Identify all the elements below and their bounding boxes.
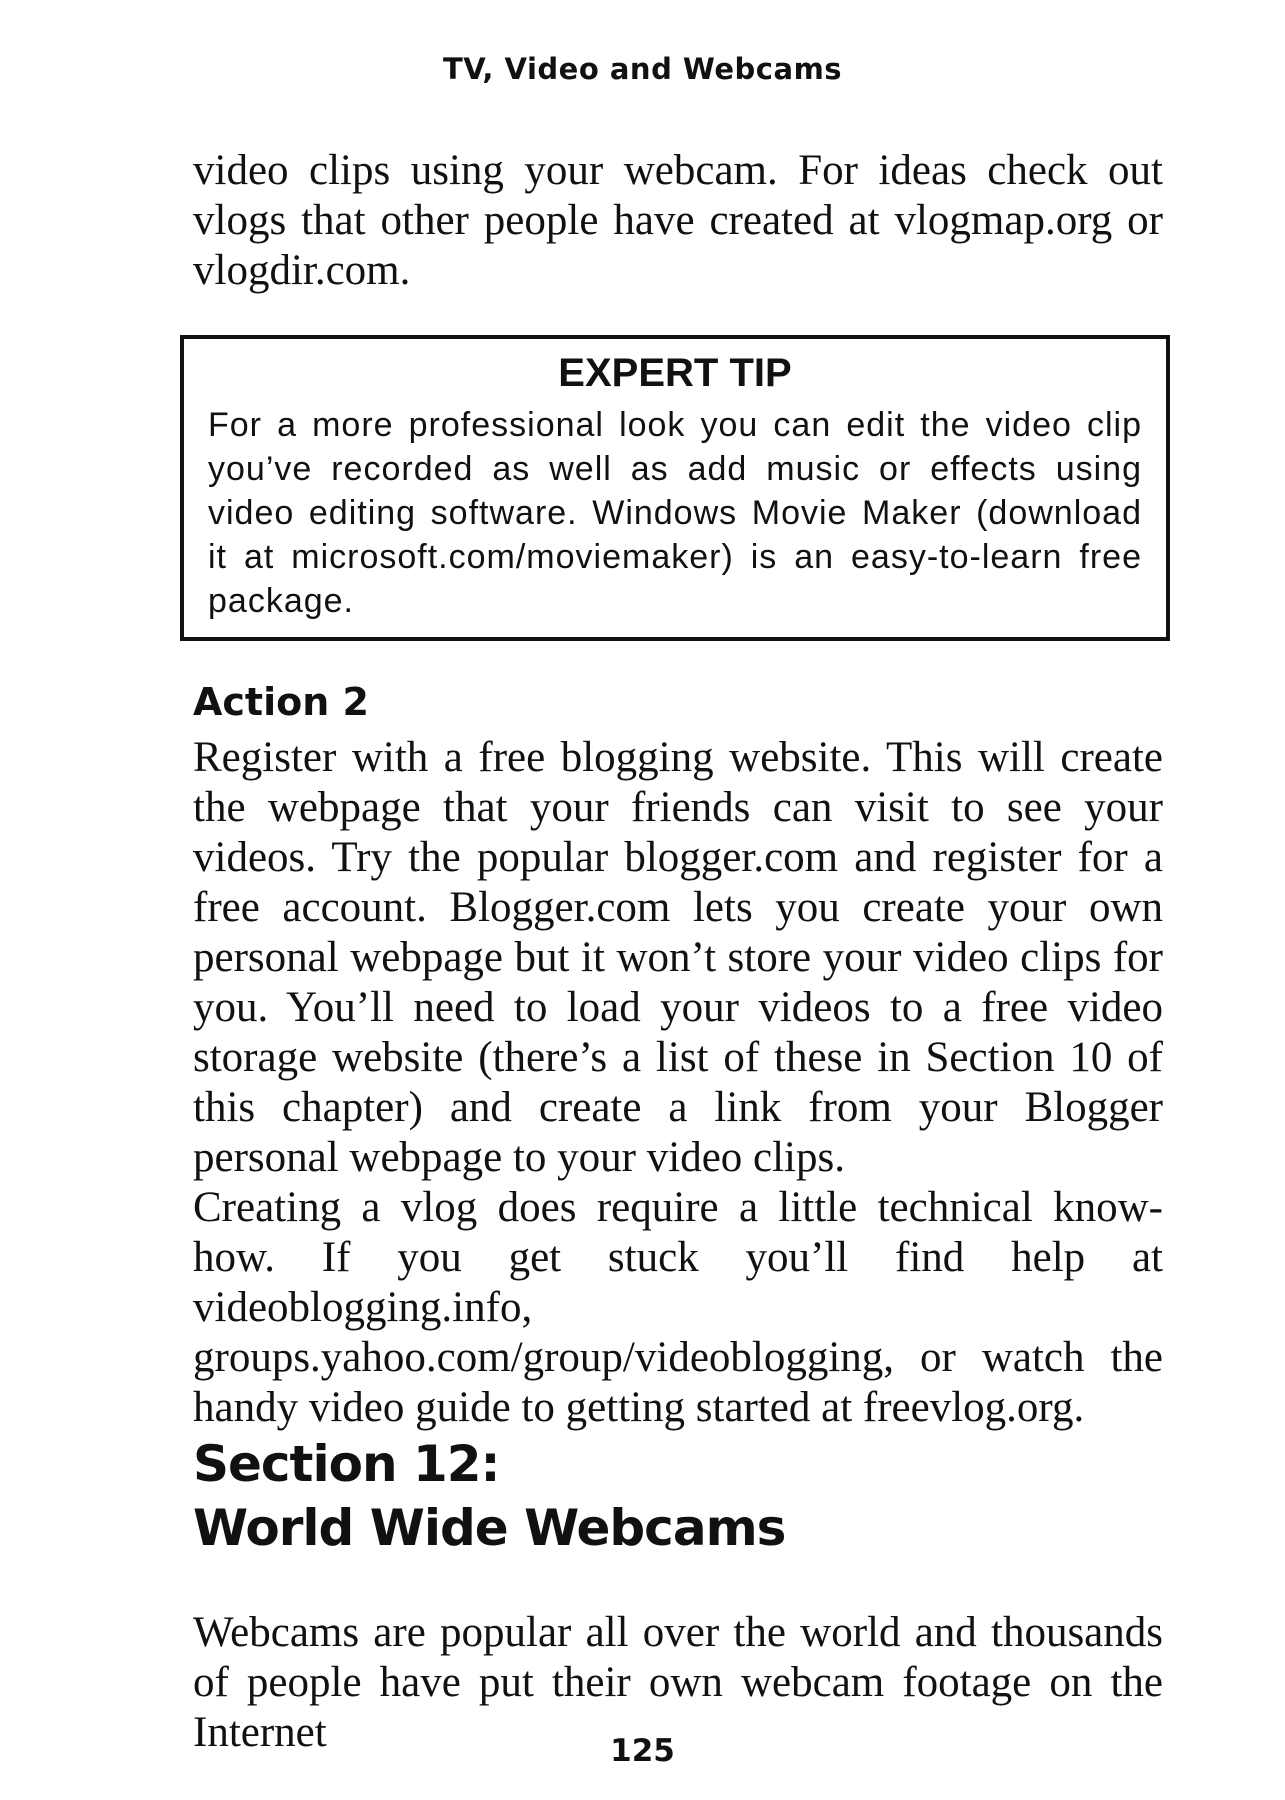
expert-tip-text: For a more professional look you can edit the video clip you’ve recorded as well as add music or effects using video editing software. Windows Movie Maker (download it at microsoft.com/moviemaker) is an easy-to-learn free package.	[208, 406, 1142, 620]
section-heading-number: Section 12:	[193, 1435, 500, 1493]
section-heading-title: World Wide Webcams	[193, 1499, 786, 1557]
page-number: 125	[610, 1733, 675, 1769]
paragraph-vlog: Creating a vlog does require a little technical know-how. If you get stuck you’ll find help at videoblogging.info, groups.yahoo.com/group/videoblogging, or watch the handy video guide to getting started at freevlog.org.	[193, 1184, 1163, 1431]
paragraph-action: Register with a free blogging website. This will create the webpage that your friends can visit to see your videos. Try the popular blogger.com and register for a free account. Blogger.com lets you create your own personal webpage but it won’t store your video clips for you. You’ll need to load your videos to a free video storage website (there’s a list of these in Section 10 of this chapter) and create a link from your Blogger personal webpage to your video clips.	[193, 734, 1163, 1181]
expert-tip-box	[180, 335, 1170, 641]
section-heading	[193, 1432, 785, 1560]
paragraph-webcams: Webcams are popular all over the world and thousands of people have put their own webcam footage on the Internet	[193, 1609, 1163, 1756]
action-heading: Action 2	[193, 680, 369, 724]
running-head: TV, Video and Webcams	[442, 52, 843, 86]
paragraph-continued: video clips using your webcam. For ideas check out vlogs that other people have created at vlogmap.org or vlogdir.com.	[193, 147, 1163, 294]
expert-tip-title: EXPERT TIP	[558, 351, 792, 395]
